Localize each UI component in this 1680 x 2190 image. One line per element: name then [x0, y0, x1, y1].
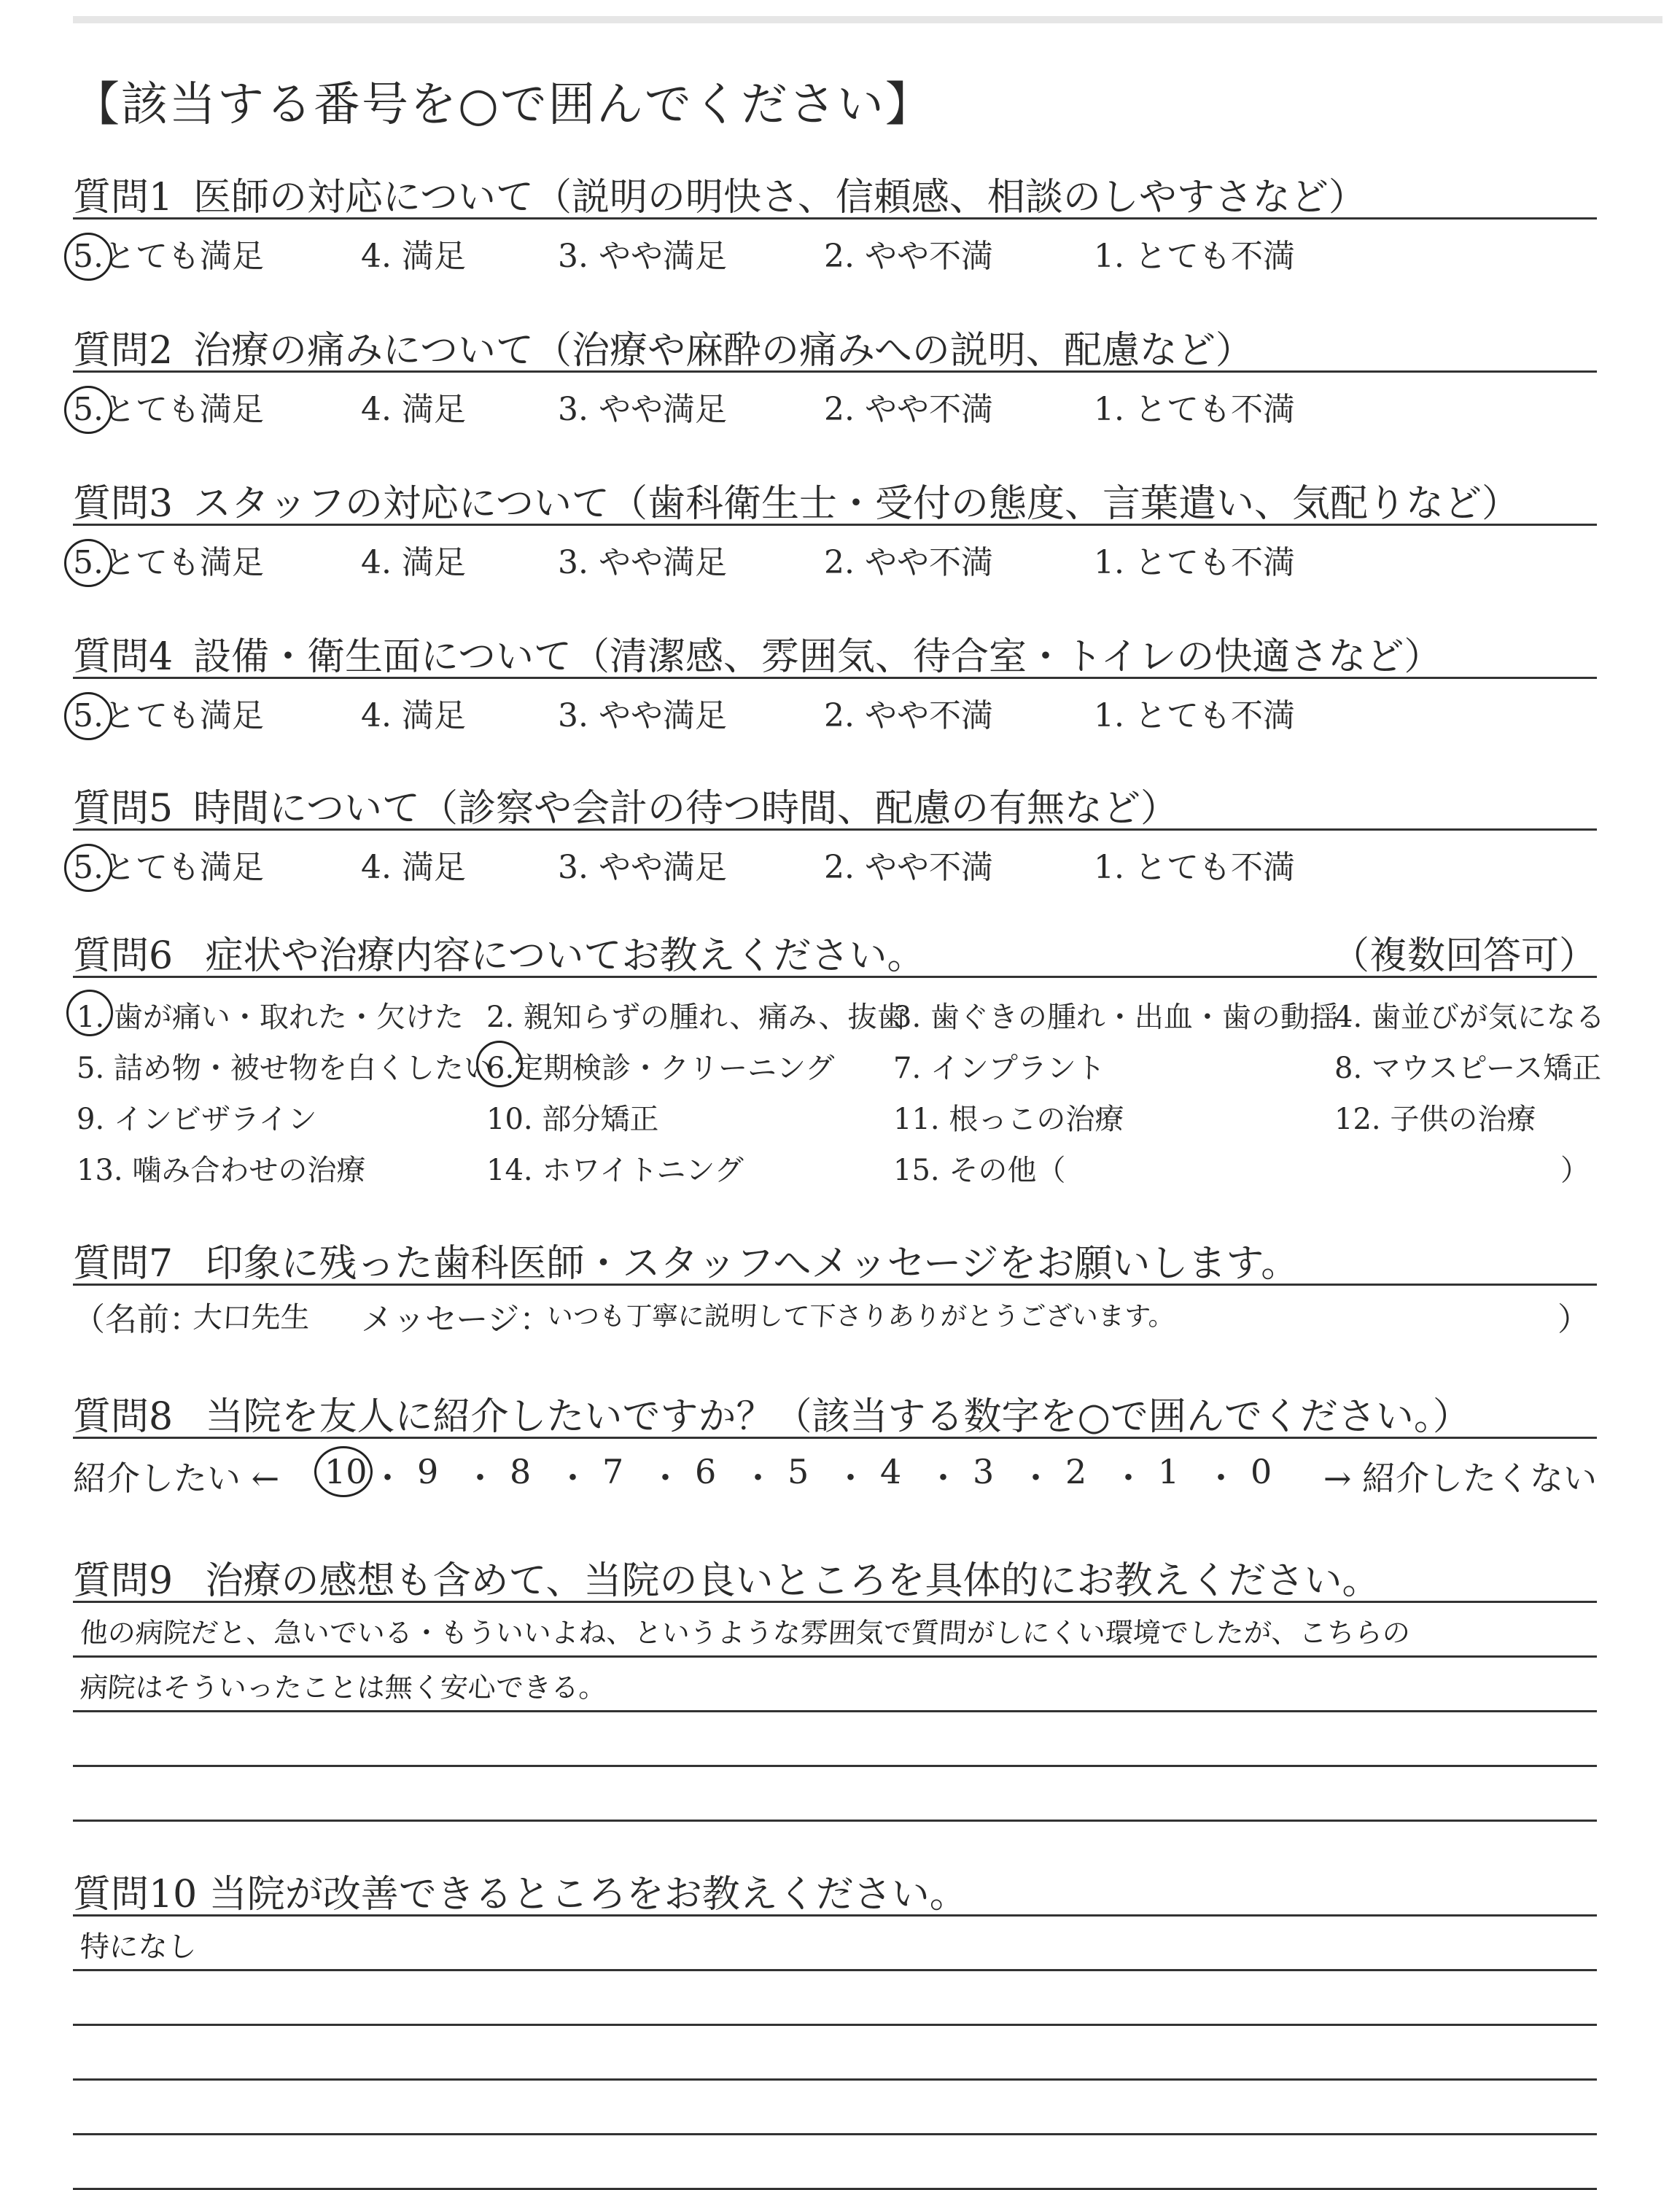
question-8 [73, 1386, 1597, 1497]
rating-option[interactable] [558, 230, 727, 276]
question-7-header [73, 1232, 1597, 1284]
symptom-option[interactable] [77, 1045, 493, 1087]
rating-option[interactable] [824, 536, 993, 583]
question-4 [73, 626, 1597, 734]
rating-option[interactable] [558, 536, 727, 583]
rating-option[interactable] [824, 689, 993, 736]
other-close-paren: ） [1560, 1154, 1590, 1187]
question-number: 質問2 [73, 329, 174, 373]
scale-number[interactable]: 4 [880, 1452, 902, 1491]
scale-number[interactable]: 10 [324, 1452, 368, 1491]
selected-circle-mark [476, 1041, 523, 1087]
symptom-option-label: 13. 噛み合わせの治療 [77, 1154, 366, 1187]
rating-option-label: 3. やや満足 [558, 238, 727, 275]
handwritten-answer: 他の病院だと、急いでいる・もういいよね、というような雰囲気で質問がしにくい環境でしたが、こちらの [79, 1617, 1411, 1649]
symptom-options-grid [73, 978, 1605, 1187]
rating-option[interactable] [1094, 536, 1295, 583]
question-text: 治療の痛みについて（治療や麻酔の痛みへの説明、配慮など） [193, 329, 1253, 373]
rating-option-label: 5.とても満足 [73, 238, 264, 275]
scale-right-label: → 紹介したくない [1323, 1459, 1597, 1498]
scale-separator: ・ [741, 1459, 775, 1498]
rating-option[interactable] [1094, 689, 1295, 736]
scale-separator: ・ [463, 1459, 497, 1498]
rating-options [73, 679, 1597, 734]
scale-number[interactable]: 8 [510, 1452, 532, 1491]
scale-number[interactable]: 3 [973, 1452, 995, 1491]
question-5-header [73, 777, 1597, 831]
selected-circle-mark [66, 990, 113, 1036]
question-text: 設備・衛生面について（清潔感、雰囲気、待合室・トイレの快適さなど） [193, 635, 1442, 679]
answer-line[interactable] [73, 1767, 1597, 1822]
question-9-header [73, 1550, 1597, 1601]
symptom-option[interactable] [77, 994, 464, 1036]
scale-number[interactable]: 0 [1251, 1452, 1272, 1491]
handwritten-answer: 特になし [79, 1930, 198, 1964]
rating-option-label: 4. 満足 [361, 697, 466, 734]
selected-circle-mark [64, 844, 112, 892]
rating-option-label: 4. 満足 [361, 849, 466, 886]
scale-number[interactable]: 2 [1065, 1452, 1087, 1491]
answer-line[interactable] [73, 1658, 1597, 1712]
staff-name-handwritten[interactable]: 大口先生 [192, 1301, 311, 1335]
rating-option-label: 1. とても不満 [1094, 849, 1295, 886]
answer-line[interactable] [73, 2026, 1597, 2081]
rating-option-label: 4. 満足 [361, 544, 466, 581]
rating-option[interactable] [1094, 230, 1295, 276]
scale-separator: ・ [1204, 1459, 1238, 1498]
scale-separator: ・ [926, 1459, 960, 1498]
rating-option-label: 2. やや不満 [824, 697, 993, 734]
symptom-option-label: 14. ホワイトニング [486, 1154, 744, 1187]
rating-option-label: 4. 満足 [361, 238, 466, 275]
rating-option-label: 5.とても満足 [73, 391, 264, 428]
rating-option-label: 3. やや満足 [558, 849, 727, 886]
selected-circle-mark [64, 692, 112, 740]
symptom-option-label: 4. 歯並びが気になる [1334, 1001, 1605, 1034]
rating-option-label: 5.とても満足 [73, 544, 264, 581]
question-number: 質問10 [73, 1873, 198, 1917]
question-text: 当院を友人に紹介したいですか？（該当する数字を○で囲んでください。） [205, 1395, 1471, 1439]
rating-option-label: 2. やや不満 [824, 391, 993, 428]
symptom-option-label: 7. インプラント [893, 1052, 1105, 1085]
scale-separator: ・ [556, 1459, 590, 1498]
symptom-option[interactable] [893, 1045, 1105, 1087]
rating-option-label: 4. 満足 [361, 391, 466, 428]
rating-option[interactable] [73, 536, 264, 583]
symptom-option-label: 5. 詰め物・被せ物を白くしたい [77, 1052, 493, 1085]
question-9 [73, 1550, 1597, 1822]
question-text: スタッフの対応について（歯科衛生士・受付の態度、言葉遣い、気配りなど） [193, 482, 1520, 526]
rating-option[interactable] [558, 383, 727, 430]
rating-option[interactable] [824, 841, 993, 888]
question-10-header [73, 1863, 1597, 1917]
rating-options [73, 831, 1597, 886]
rating-option-label: 1. とても不満 [1094, 391, 1295, 428]
scale-separator: ・ [648, 1459, 682, 1498]
symptom-option-label: 10. 部分矯正 [486, 1103, 659, 1136]
question-number: 質問5 [73, 787, 174, 831]
rating-option[interactable] [73, 383, 264, 430]
rating-option[interactable] [1094, 383, 1295, 430]
symptom-option[interactable] [486, 1045, 834, 1087]
question-number: 質問8 [73, 1395, 174, 1439]
question-8-header [73, 1386, 1597, 1437]
message-label: メッセージ： [361, 1301, 552, 1338]
symptom-option[interactable] [1334, 1045, 1601, 1087]
question-2 [73, 319, 1597, 428]
referral-scale [73, 1439, 1597, 1497]
question-3 [73, 473, 1597, 581]
scale-left-label: 紹介したい ← [73, 1459, 280, 1498]
answer-line[interactable] [73, 1712, 1597, 1767]
close-paren: ） [1558, 1301, 1590, 1338]
answer-line[interactable] [73, 2081, 1597, 2135]
rating-option[interactable] [361, 536, 466, 583]
rating-option-label: 3. やや満足 [558, 544, 727, 581]
rating-option-label: 1. とても不満 [1094, 238, 1295, 275]
rating-options [73, 220, 1597, 275]
question-1-header [73, 166, 1597, 220]
handwritten-answer: 病院はそういったことは無く安心できる。 [79, 1671, 607, 1704]
question-10 [73, 1863, 1597, 2190]
scale-number[interactable]: 9 [417, 1452, 439, 1491]
multiple-answers-note: （複数回答可） [1331, 934, 1597, 978]
question-6-header [73, 925, 1597, 976]
question-text: 印象に残った歯科医師・スタッフへメッセージをお願いします。 [205, 1242, 1299, 1286]
rating-option-label: 5.とても満足 [73, 849, 264, 886]
question-text: 当院が改善できるところをお教えください。 [209, 1873, 968, 1917]
rating-option-label: 1. とても不満 [1094, 697, 1295, 734]
rating-option[interactable] [361, 230, 466, 276]
symptom-option[interactable] [77, 1096, 317, 1138]
selected-circle-mark [64, 386, 112, 434]
rating-option-label: 3. やや満足 [558, 697, 727, 734]
question-1 [73, 166, 1597, 275]
symptom-option[interactable] [1334, 994, 1605, 1036]
scale-separator: ・ [833, 1459, 868, 1498]
symptom-option[interactable] [486, 1147, 744, 1189]
scale-number[interactable]: 5 [788, 1452, 809, 1491]
question-number: 質問3 [73, 482, 174, 526]
rating-option[interactable] [558, 841, 727, 888]
rating-option-label: 2. やや不満 [824, 238, 993, 275]
question-text: 症状や治療内容についてお教えください。 [205, 934, 925, 978]
scan-edge [73, 16, 1662, 23]
answer-line[interactable] [73, 1917, 1597, 1971]
symptom-option[interactable] [486, 994, 906, 1036]
question-number: 質問6 [73, 934, 174, 978]
symptom-option[interactable] [486, 1096, 658, 1138]
rating-option[interactable] [73, 841, 264, 888]
message-handwritten[interactable]: いつも丁寧に説明して下さりありがとうございます。 [545, 1302, 1176, 1332]
rating-option[interactable] [558, 689, 727, 736]
scale-number[interactable]: 7 [602, 1452, 624, 1491]
symptom-option-label: 3. 歯ぐきの腫れ・出血・歯の動揺 [893, 1001, 1339, 1034]
rating-option-label: 2. やや不満 [824, 849, 993, 886]
symptom-option-label: 9. インビザライン [77, 1103, 317, 1136]
scale-number[interactable]: 6 [695, 1452, 717, 1491]
question-3-header [73, 473, 1597, 524]
rating-option[interactable] [824, 230, 993, 276]
name-open-label: （名前： [73, 1301, 201, 1338]
question-7 [73, 1232, 1597, 1338]
scale-separator: ・ [370, 1459, 405, 1498]
question-6 [73, 925, 1605, 1187]
symptom-option[interactable] [893, 994, 1339, 1036]
selected-circle-mark [64, 539, 112, 587]
rating-option[interactable] [1094, 841, 1295, 888]
question-text: 医師の対応について（説明の明快さ、信頼感、相談のしやすさなど） [193, 176, 1366, 220]
scale-separator: ・ [1111, 1459, 1146, 1498]
selected-circle-mark [64, 233, 112, 281]
question-5 [73, 777, 1597, 886]
symptom-option[interactable] [893, 1147, 1065, 1189]
question-number: 質問9 [73, 1559, 174, 1603]
rating-option[interactable] [73, 689, 264, 736]
question-2-header [73, 319, 1597, 373]
rating-option[interactable] [824, 383, 993, 430]
symptom-option-label: 15. その他（ [893, 1154, 1066, 1187]
rating-option[interactable] [361, 841, 466, 888]
rating-option[interactable] [361, 383, 466, 430]
question-number: 質問1 [73, 176, 174, 220]
rating-option-label: 1. とても不満 [1094, 544, 1295, 581]
symptom-option-label: 8. マウスピース矯正 [1334, 1052, 1602, 1085]
question-4-header [73, 626, 1597, 677]
page-title: 【該当する番号を○で囲んでください】 [73, 78, 933, 132]
rating-option[interactable] [73, 230, 264, 276]
message-line [73, 1286, 1597, 1338]
question-text: 治療の感想も含めて、当院の良いところを具体的にお教えください。 [205, 1559, 1380, 1603]
answer-line[interactable] [73, 1603, 1597, 1658]
question-number: 質問7 [73, 1242, 174, 1286]
symptom-option[interactable] [893, 1096, 1124, 1138]
answer-line[interactable] [73, 1971, 1597, 2026]
rating-option-label: 3. やや満足 [558, 391, 727, 428]
symptom-option-label: 1. 歯が痛い・取れた・欠けた [77, 1001, 464, 1034]
rating-option[interactable] [361, 689, 466, 736]
symptom-option-label: 2. 親知らずの腫れ、痛み、抜歯 [486, 1001, 906, 1034]
answer-line[interactable] [73, 2135, 1597, 2190]
scale-number[interactable]: 1 [1158, 1452, 1180, 1491]
symptom-option[interactable] [1334, 1096, 1536, 1138]
symptom-option[interactable] [77, 1147, 365, 1189]
symptom-option-label: 6.定期検診・クリーニング [486, 1052, 835, 1085]
question-number: 質問4 [73, 635, 174, 679]
rating-options [73, 373, 1597, 428]
question-text: 時間について（診察や会計の待つ時間、配慮の有無など） [193, 787, 1178, 831]
rating-option-label: 5.とても満足 [73, 697, 264, 734]
rating-options [73, 526, 1597, 581]
selected-circle-mark [314, 1446, 373, 1497]
symptom-option-label: 12. 子供の治療 [1334, 1103, 1536, 1136]
scale-separator: ・ [1019, 1459, 1053, 1498]
rating-option-label: 2. やや不満 [824, 544, 993, 581]
symptom-option-label: 11. 根っこの治療 [893, 1103, 1124, 1136]
